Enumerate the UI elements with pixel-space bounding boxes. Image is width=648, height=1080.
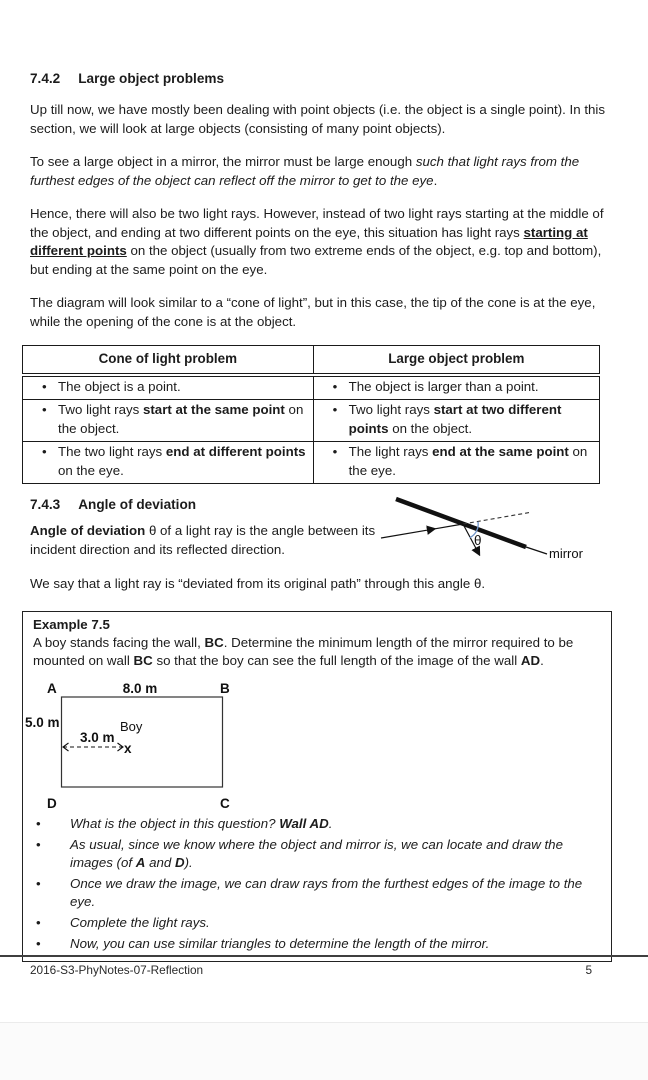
bullet-marker: • (36, 875, 41, 891)
incident-ray (381, 529, 435, 538)
corner-a-label: A (47, 680, 57, 696)
bullet-marker: • (332, 444, 338, 459)
list-item (33, 836, 601, 872)
table-header-large-object: Large object problem (313, 346, 599, 375)
below-page-background (0, 1023, 648, 1080)
boy-label: Boy (120, 718, 143, 734)
bullet-marker: • (42, 402, 47, 417)
mirror-label: mirror (549, 546, 583, 561)
section-743-title: Angle of deviation (78, 497, 197, 512)
bullet-marker: • (332, 402, 338, 417)
table-header-cone: Cone of light problem (23, 346, 314, 375)
wall-ad-length-label: 5.0 m (25, 714, 60, 730)
page-number: 5 (585, 963, 592, 977)
bullet-marker: • (36, 914, 41, 930)
example-bullet-list (33, 815, 601, 953)
theta-label: θ (474, 533, 482, 548)
bullet-text: As usual, since we know where the object and mirror is, we can locate and draw the images (of A and D). (70, 836, 563, 870)
section-742-heading (30, 70, 618, 88)
table-cell (313, 375, 599, 400)
room-diagram (24, 677, 324, 813)
list-item (33, 815, 601, 833)
mirror-line (396, 499, 526, 547)
bullet-text: Once we draw the image, we can draw rays from the furthest edges of the image to the eye. (70, 875, 583, 909)
paragraph-deviated-note: We say that a light ray is “deviated from its original path” through this angle θ. (30, 576, 486, 591)
bullet-marker: • (36, 935, 41, 951)
bullet-text: What is the object in this question? Wall AD. (70, 815, 333, 831)
wall-ab-length-label: 8.0 m (122, 680, 158, 696)
bullet-marker: • (42, 444, 47, 459)
paragraph-two-light-rays: Hence, there will also be two light rays. However, instead of two light rays starting at the middle of the object, and ending at two different points on the eye, this situation has light rays starting at different points on the object (usually from two extreme ends of the object, e.g. top and bottom), but ending at the same point on the eye. (30, 206, 604, 277)
table-cell (313, 442, 599, 484)
section-743-number: 7.4.3 (30, 497, 61, 512)
cell-text: The object is a point. (58, 378, 181, 394)
bullet-marker: • (36, 836, 41, 852)
table-row (23, 400, 600, 442)
table-header-row (23, 346, 600, 375)
corner-b-label: B (220, 680, 230, 696)
list-item (33, 875, 601, 911)
cell-text: The two light rays end at different points on the eye. (58, 444, 306, 478)
list-item (33, 914, 601, 932)
table-row (23, 375, 600, 400)
section-743 (30, 496, 618, 594)
section-742-number: 7.4.2 (30, 71, 61, 86)
page-footer (30, 963, 592, 977)
bullet-marker: • (36, 815, 41, 831)
corner-d-label: D (47, 795, 57, 811)
paragraph-angle-of-deviation: Angle of deviation θ of a light ray is the angle between its incident direction and its reflected direction. (30, 523, 376, 557)
bullet-text: Complete the light rays. (70, 914, 210, 930)
paragraph-cone-of-light: The diagram will look similar to a “cone of light”, but in this case, the tip of the cone is at the eye, while the opening of the cone is at the object. (30, 295, 596, 329)
bullet-marker: • (42, 378, 47, 394)
cell-text: Two light rays start at two different points on the object. (348, 402, 562, 436)
undeviated-dashed-ray (463, 513, 529, 524)
comparison-table (22, 345, 600, 484)
document-id: 2016-S3-PhyNotes-07-Reflection (30, 963, 204, 977)
cell-text: The object is larger than a point. (348, 378, 539, 394)
paragraph-point-objects: Up till now, we have mostly been dealing with point objects (i.e. the object is a single point). In this section, we will look at large objects (consisting of many point objects). (30, 102, 606, 136)
bullet-text: Now, you can use similar triangles to determine the length of the mirror. (70, 935, 490, 951)
cell-text: The light rays end at the same point on the eye. (348, 444, 588, 478)
section-742-title: Large object problems (78, 71, 225, 86)
corner-c-label: C (220, 795, 230, 811)
table-cell (23, 442, 314, 484)
table-cell (23, 400, 314, 442)
table-row (23, 442, 600, 484)
cell-text: Two light rays start at the same point on the object. (58, 402, 304, 436)
footer-divider (0, 955, 648, 957)
bullet-marker: • (332, 378, 338, 394)
boy-position-marker: x (124, 740, 132, 756)
mirror-label-pointer (526, 547, 547, 554)
mirror-reflection-diagram (378, 492, 636, 578)
list-item (33, 935, 601, 953)
table-cell (23, 375, 314, 400)
example-title: Example 7.5 (33, 616, 110, 632)
table-cell (313, 400, 599, 442)
paragraph-mirror-size: To see a large object in a mirror, the mirror must be large enough such that light rays from the furthest edges of the object can reflect off the mirror to get to the eye. (30, 154, 580, 188)
example-7-5-box (22, 611, 612, 962)
boy-distance-label: 3.0 m (80, 729, 115, 745)
incident-ray-tail (435, 524, 463, 529)
example-intro: A boy stands facing the wall, BC. Determine the minimum length of the mirror required to be mounted on wall BC so that the boy can see the full length of the image of the wall AD. (33, 634, 574, 668)
